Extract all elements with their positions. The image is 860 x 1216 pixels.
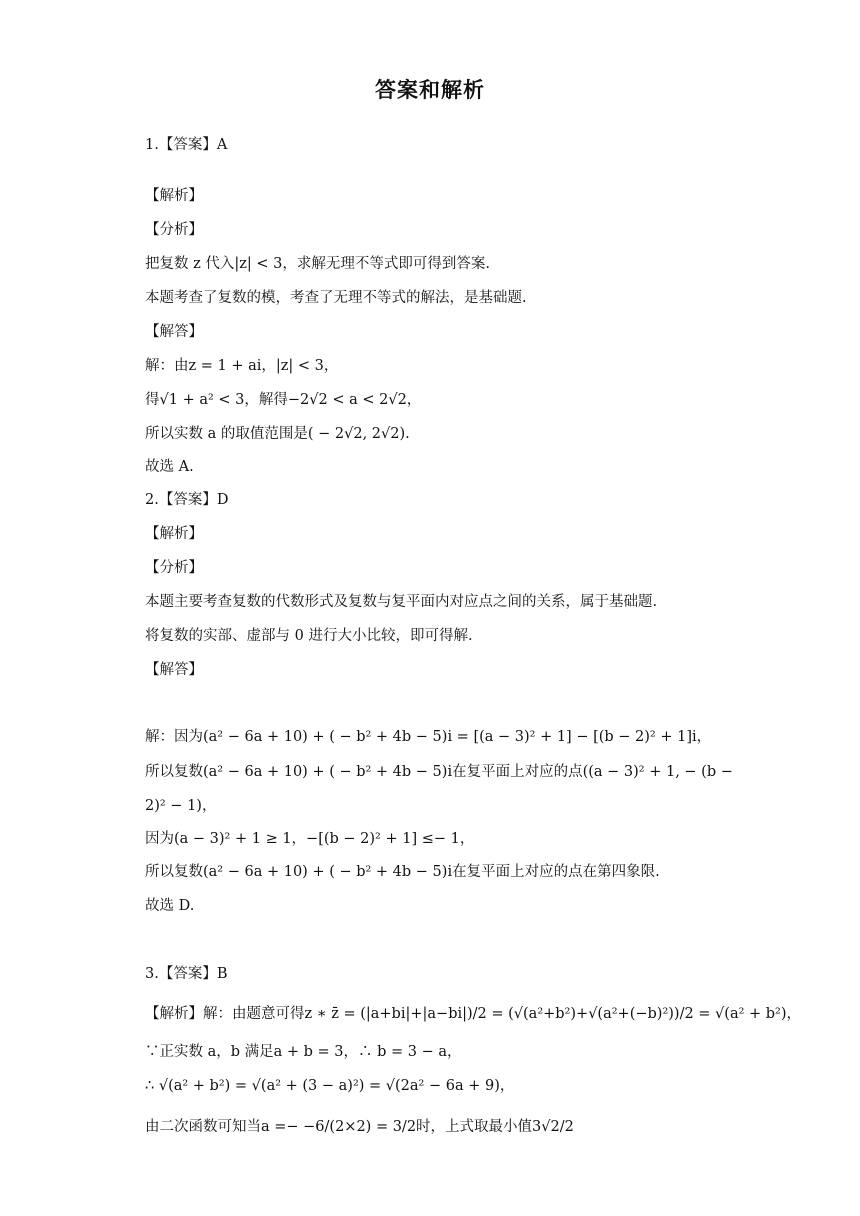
answer-1-heading: 1.【答案】A: [145, 137, 228, 153]
text-line: 解：因为(a² − 6a + 10) + ( − b² + 4b − 5)i = [(a − 3)² + 1] − [(b − 2)² + 1]i，: [145, 729, 712, 745]
analysis-label: 【解析】: [145, 526, 203, 542]
text-line: 本题考查了复数的模，考查了无理不等式的解法，是基础题.: [145, 290, 527, 306]
text-line: 因为(a − 3)² + 1 ≥ 1，−[(b − 2)² + 1] ≤− 1，: [145, 831, 475, 847]
analysis-label: 【解析】: [145, 188, 203, 204]
text-line: 所以实数 a 的取值范围是( − 2√2, 2√2).: [145, 426, 410, 442]
text-line: 把复数 z 代入|z| < 3，求解无理不等式即可得到答案.: [145, 256, 490, 272]
text-line: 故选 A.: [145, 459, 194, 475]
answer-3-heading: 3.【答案】B: [145, 966, 228, 982]
jieda-label: 【解答】: [145, 324, 203, 340]
text-line: 由二次函数可知当a =− −6/(2×2) = 3/2时，上式取最小值3√2/2: [145, 1119, 574, 1135]
text-line: 【解析】解：由题意可得z ∗ z̄ = (|a+bi|+|a−bi|)/2 = (√(a²+b²)+√(a²+(−b)²))/2 = √(a² + b²)，: [145, 1006, 802, 1022]
text-line: 故选 D.: [145, 898, 195, 914]
text-line: 本题主要考查复数的代数形式及复数与复平面内对应点之间的关系，属于基础题.: [145, 594, 658, 610]
text-line: 得√1 + a² < 3，解得−2√2 < a < 2√2，: [145, 392, 422, 408]
text-line: 将复数的实部、虚部与 0 进行大小比较，即可得解.: [145, 628, 473, 644]
fenxi-label: 【分析】: [145, 222, 203, 238]
text-line: 解：由z = 1 + ai，|z| < 3，: [145, 358, 339, 374]
jieda-label: 【解答】: [145, 662, 203, 678]
text-line: 所以复数(a² − 6a + 10) + ( − b² + 4b − 5)i在复平面上对应的点((a − 3)² + 1, − (b −: [145, 764, 733, 780]
fenxi-label: 【分析】: [145, 560, 203, 576]
text-line: ∵正实数 a，b 满足a + b = 3，∴ b = 3 − a，: [145, 1044, 462, 1060]
text-line: 所以复数(a² − 6a + 10) + ( − b² + 4b − 5)i在复平面上对应的点在第四象限.: [145, 864, 660, 880]
text-line: ∴ √(a² + b²) = √(a² + (3 − a)²) = √(2a² − 6a + 9)，: [145, 1078, 515, 1094]
document-title: 答案和解析: [375, 78, 485, 102]
text-line: 2)² − 1)，: [145, 798, 217, 814]
answer-2-heading: 2.【答案】D: [145, 492, 229, 508]
